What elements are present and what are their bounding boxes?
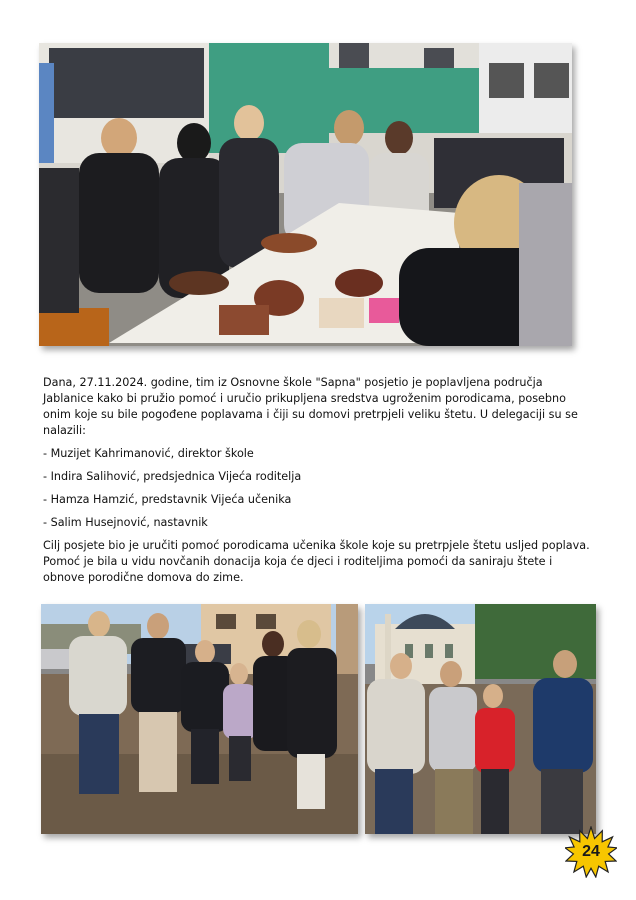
article-intro: Dana, 27.11.2024. godine, tim iz Osnovne škole "Sapna" posjetio je poplavljena područja Jablanice kako bi pružio pomoć i uručio prikupljena sredstva ugroženim porodicama, posebno onim koje su bile pogođene poplavama i čiji su domovi pretrpjeli veliku štetu. U delegaciji su se nalazili: <box>43 376 578 437</box>
bottom-left-photo-delegation-group <box>41 604 358 834</box>
delegation-member: - Salim Husejnović, nastavnik <box>43 516 208 529</box>
article-body <box>43 375 591 593</box>
top-photo-school-fair <box>39 43 572 346</box>
delegation-member: - Hamza Hamzić, predstavnik Vijeća učenika <box>43 493 292 506</box>
page-number: 24 <box>582 843 600 860</box>
bottom-right-photo-mosque-group <box>365 604 596 834</box>
page-number-badge <box>565 826 617 878</box>
article-conclusion: Cilj posjete bio je uručiti pomoć porodicama učenika škole koje su pretrpjele štetu usljed poplava. Pomoć je bila u vidu novčanih donacija koja će djeci i roditeljima pomoći da saniraju štete i obnove porodične domova do zime. <box>43 539 590 584</box>
delegation-member: - Indira Salihović, predsjednica Vijeća roditelja <box>43 470 302 483</box>
delegation-list <box>43 446 591 531</box>
delegation-member: - Muzijet Kahrimanović, direktor škole <box>43 447 254 460</box>
